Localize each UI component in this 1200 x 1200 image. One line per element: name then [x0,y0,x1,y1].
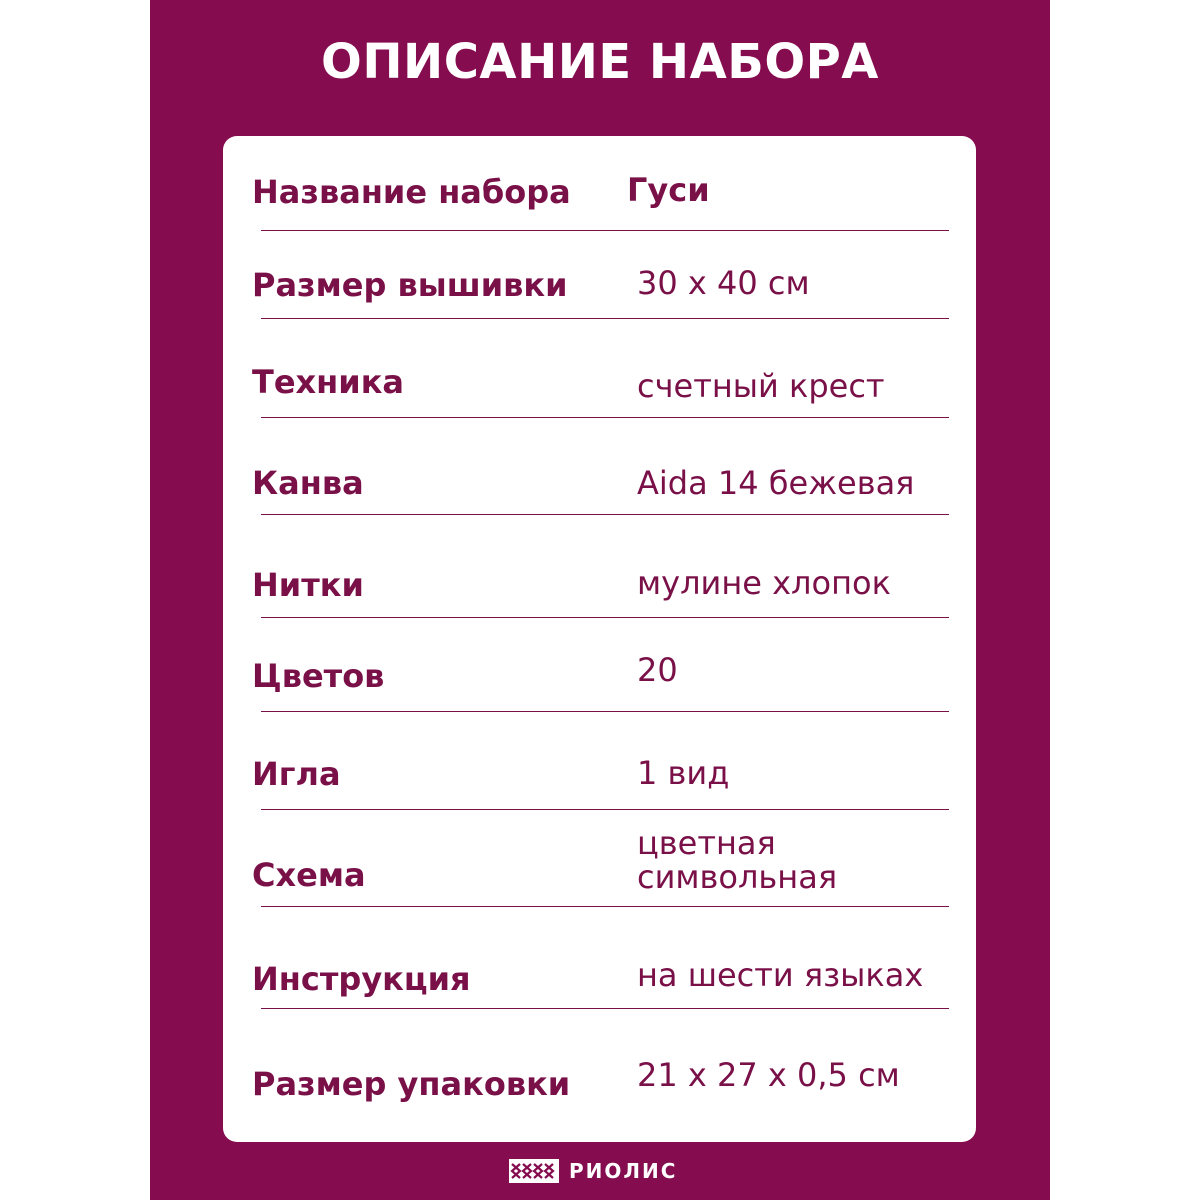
spec-value: на шести языках [637,956,924,994]
spec-label: Нитки [252,566,364,604]
brand-logo-icon [509,1159,559,1183]
divider [261,617,949,618]
spec-value: Гуси [627,171,710,209]
spec-value-line-2: символьная [637,858,838,896]
spec-label: Название набора [252,173,571,211]
brand [509,1158,677,1184]
spec-value-line-1: цветная [637,824,776,862]
spec-value: 1 вид [637,754,730,792]
divider [261,906,949,907]
spec-label: Цветов [252,657,385,695]
divider [261,711,949,712]
brand-name: РИОЛИС [569,1159,678,1183]
spec-value: мулине хлопок [637,564,891,602]
spec-value: счетный крест [637,367,885,405]
spec-label: Размер вышивки [252,266,568,304]
spec-label: Техника [252,363,405,401]
divider [261,318,949,319]
spec-card [223,136,976,1142]
divider [261,514,949,515]
spec-value: 20 [637,651,678,689]
divider [261,417,949,418]
divider [261,809,949,810]
description-poster [150,0,1050,1200]
spec-value: Aida 14 бежевая [637,464,915,502]
divider [261,1008,949,1009]
page-title: ОПИСАНИЕ НАБОРА [321,34,879,90]
divider [261,230,949,231]
spec-label: Инструкция [252,960,471,998]
spec-value: 21 х 27 х 0,5 см [637,1056,900,1094]
spec-label: Канва [252,464,364,502]
spec-label: Размер упаковки [252,1065,571,1103]
spec-label: Игла [252,755,341,793]
spec-label: Схема [252,856,366,894]
spec-value: 30 х 40 см [637,264,810,302]
